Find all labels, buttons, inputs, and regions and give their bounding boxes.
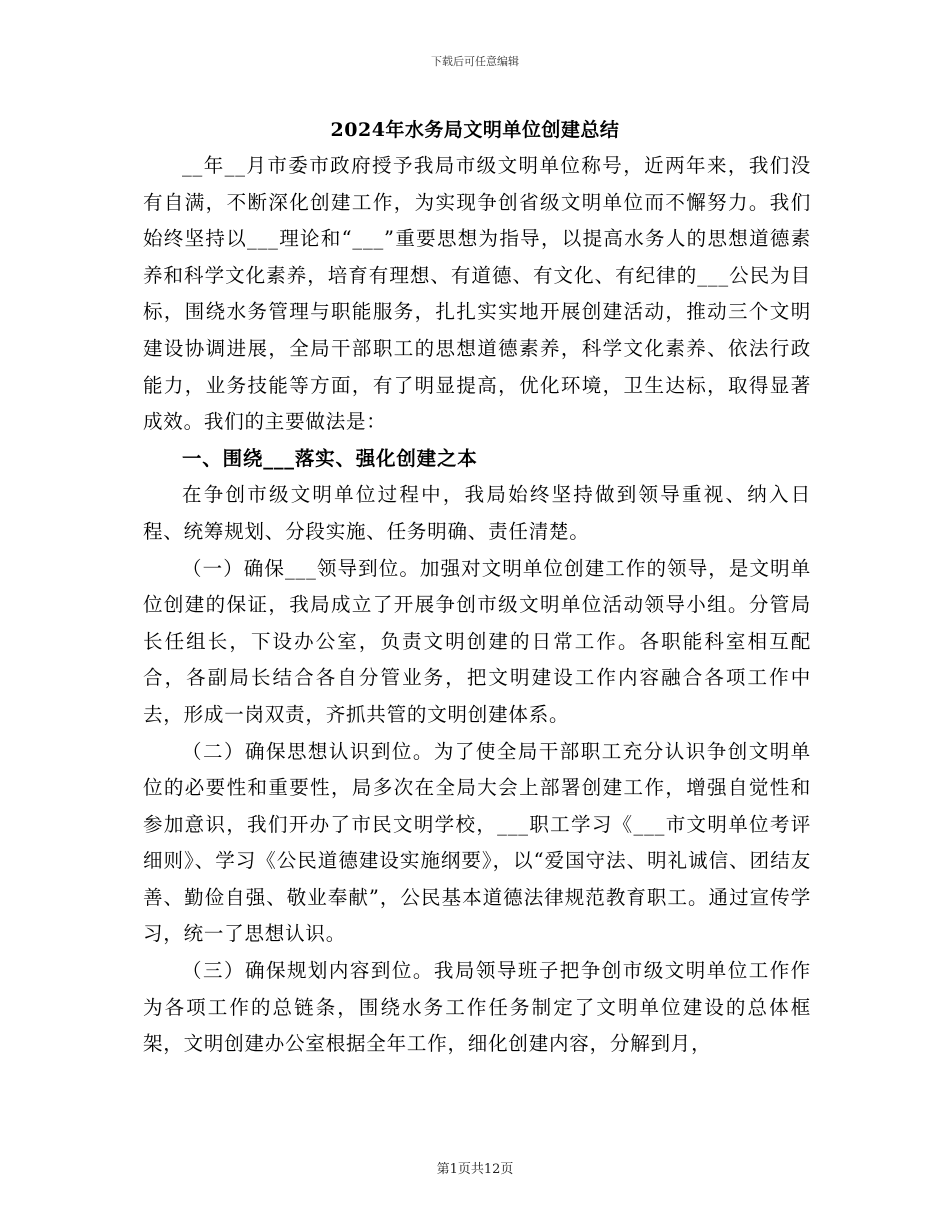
document-body	[143, 148, 811, 1063]
document-title: 2024年水务局文明单位创建总结	[330, 119, 620, 141]
paragraph-item-1: （一）确保___领导到位。加强对文明单位创建工作的领导，是文明单位创建的保证，我局成立了开展争创市级文明单位活动领导小组。分管局长任组长，下设办公室，负责文明创建的日常工作。各职能科室相互配合，各副局长结合各自分管业务，把文明建设工作内容融合各项工作中去，形成一岗双责，齐抓共管的文明创建体系。	[143, 556, 811, 726]
paragraph-item-2: （二）确保思想认识到位。为了使全局干部职工充分认识争创文明单位的必要性和重要性，局多次在全局大会上部署创建工作，增强自觉性和参加意识，我们开办了市民文明学校，___职工学习《___市文明单位考评细则》、学习《公民道德建设实施纲要》，以“爱国守法、明礼诚信、团结友善、勤俭自强、敬业奉献”，公民基本道德法律规范教育职工。通过宣传学习，统一了思想认识。	[143, 739, 811, 946]
page-footer: 第1页共12页	[436, 1162, 514, 1177]
page-header: 下载后可任意编辑	[431, 55, 519, 68]
paragraph-item-3: （三）确保规划内容到位。我局领导班子把争创市级文明单位工作作为各项工作的总链条，围绕水务工作任务制定了文明单位建设的总体框架，文明创建办公室根据全年工作，细化创建内容，分解到月，	[143, 959, 811, 1056]
section-heading-1: 一、围绕___落实、强化创建之本	[182, 446, 478, 470]
paragraph-section-1-intro: 在争创市级文明单位过程中，我局始终坚持做到领导重视、纳入日程、统筹规划、分段实施、任务明确、责任清楚。	[143, 483, 811, 543]
paragraph-intro: __年__月市委市政府授予我局市级文明单位称号，近两年来，我们没有自满，不断深化创建工作，为实现争创省级文明单位而不懈努力。我们始终坚持以___理论和“___”重要思想为指导，以提高水务人的思想道德素养和科学文化素养，培育有理想、有道德、有文化、有纪律的___公民为目标，围绕水务管理与职能服务，扎扎实实地开展创建活动，推动三个文明建设协调进展，全局干部职工的思想道德素养，科学文化素养、依法行政能力，业务技能等方面，有了明显提高，优化环境，卫生达标，取得显著成效。我们的主要做法是：	[143, 154, 811, 434]
